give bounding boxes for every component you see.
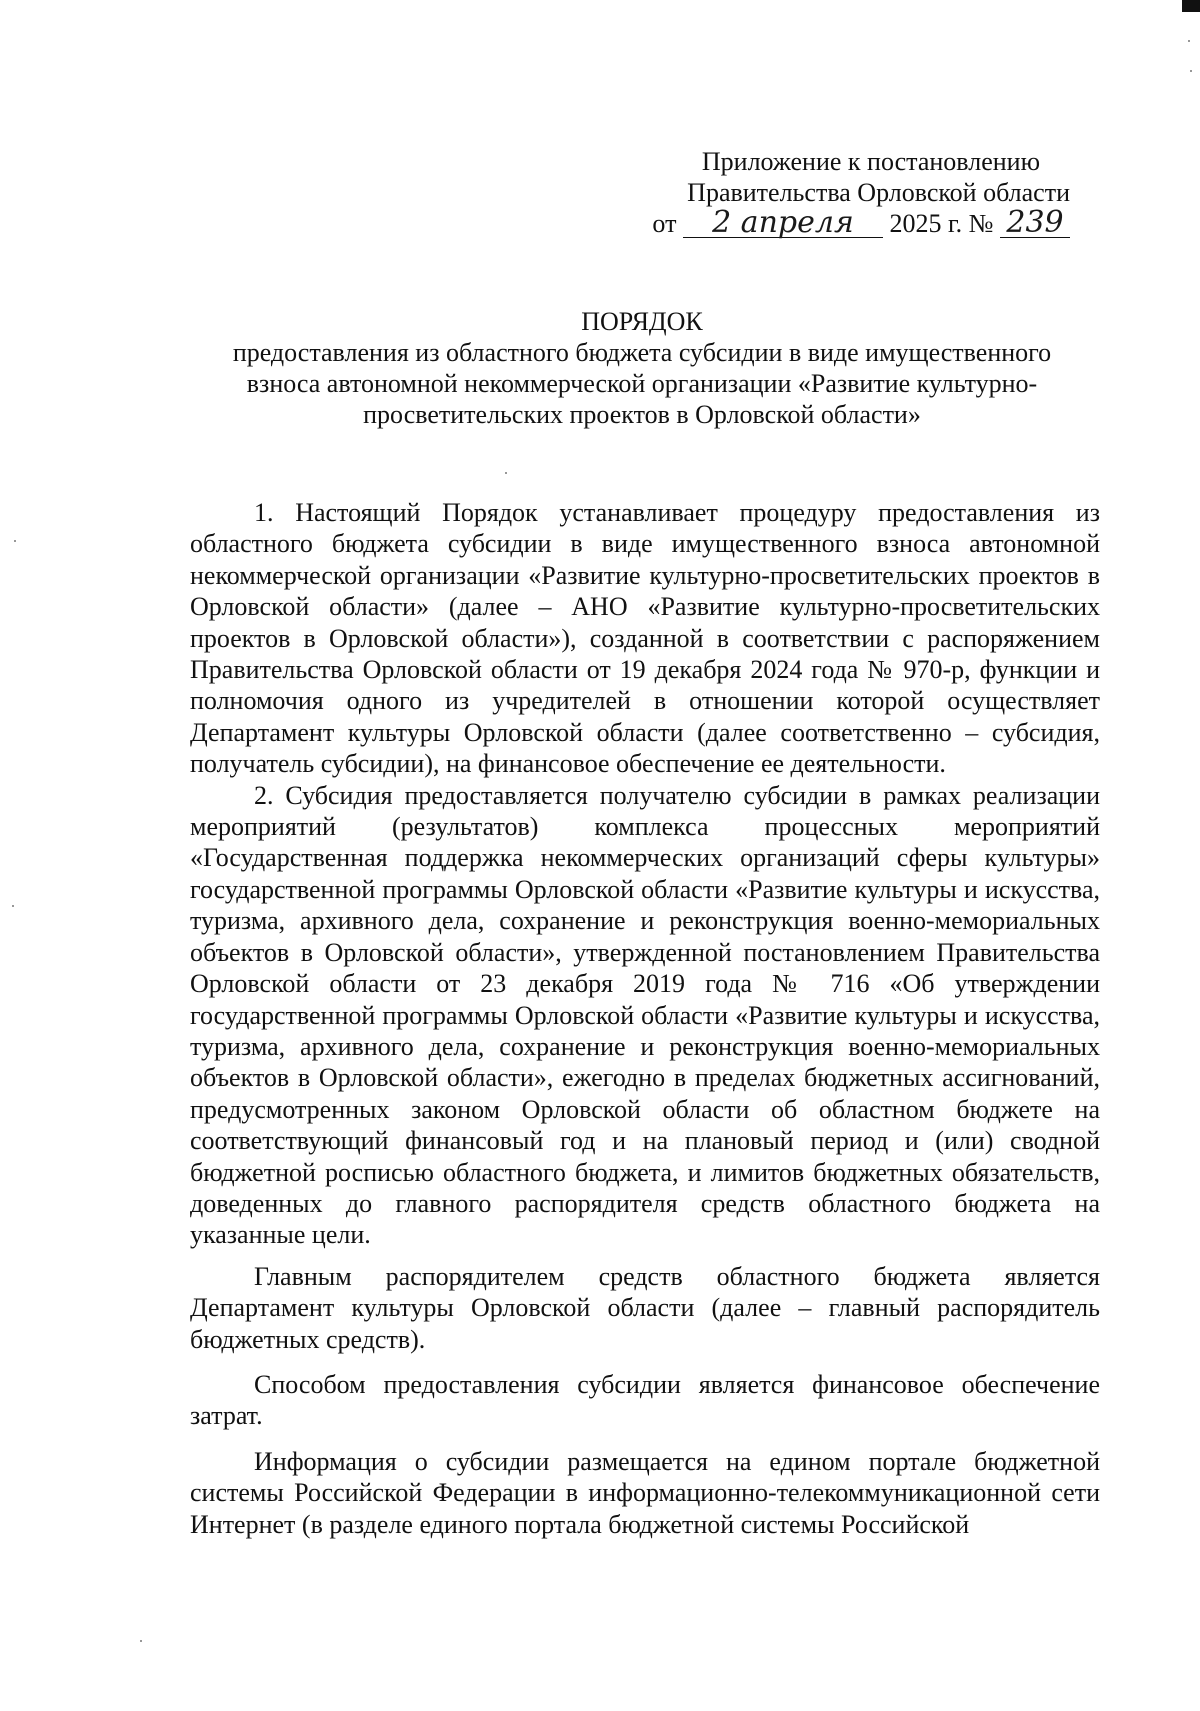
paragraph-main-administrator: Главным распорядителем средств областного бюджета является Департамент культуры Орловской области (далее – главный распорядитель бюджетных средств). [190,1261,1100,1354]
document-title [160,306,1124,430]
handwritten-date: 2 апреля [683,209,883,238]
appendix-line-1: Приложение к постановлению [701,147,1040,176]
title-heading: ПОРЯДОК [581,307,703,336]
scan-speck [505,472,507,474]
appendix-header [600,146,1070,239]
scan-corner-mark [1182,0,1200,12]
title-subtitle-line: взноса автономной некоммерческой организации «Развитие культурно- [246,369,1038,398]
paragraph-2: 2. Субсидия предоставляется получателю субсидии в рамках реализации мероприятий (результатов) комплекса процессных мероприятий «Государственная поддержка некоммерческих организаций сферы культуры» государственной программы Орловской области «Развитие культуры и искусства, туризма, архивного дела, сохранение и реконструкция военно-мемориальных объектов в Орловской области», утвержденной постановлением Правительства Орловской области от 23 декабря 2019 года № 716 «Об утверждении государственной программы Орловской области «Развитие культуры и искусства, туризма, архивного дела, сохранение и реконструкция военно-мемориальных объектов в Орловской области», ежегодно в пределах бюджетных ассигнований, предусмотренных законом Орловской области об областном бюджете на соответствующий финансовый год и на плановый период и (или) сводной бюджетной росписью областного бюджета, и лимитов бюджетных обязательств, доведенных до главного распорядителя средств областного бюджета на указанные цели. [190,780,1100,1250]
date-prefix: от [652,209,677,238]
document-body [190,497,1100,1540]
scan-speck [1188,40,1190,42]
paragraph-information: Информация о субсидии размещается на едином портале бюджетной системы Российской Федерации в информационно-телекоммуникационной сети Интернет (в разделе единого портала бюджетной системы Российской [190,1446,1100,1539]
appendix-date-line [600,205,1070,240]
year-text: 2025 г. № [889,209,994,238]
scan-speck [1190,70,1192,72]
scan-speck [14,540,16,542]
title-subtitle-line: предоставления из областного бюджета субсидии в виде имущественного [232,338,1052,367]
scan-speck [12,905,14,907]
scan-speck [140,1640,142,1642]
appendix-line-2: Правительства Орловской области [687,178,1070,207]
handwritten-number: 239 [1000,209,1070,238]
title-subtitle-line: просветительских проектов в Орловской области» [363,400,921,429]
paragraph-1: 1. Настоящий Порядок устанавливает процедуру предоставления из областного бюджета субсидии в виде имущественного взноса автономной некоммерческой организации «Развитие культурно-просветительских проектов в Орловской области» (далее – АНО «Развитие культурно-просветительских проектов в Орловской области»), созданной в соответствии с распоряжением Правительства Орловской области от 19 декабря 2024 года № 970-р, функции и полномочия одного из учредителей в отношении которой осуществляет Департамент культуры Орловской области (далее соответственно – субсидия, получатель субсидии), на финансовое обеспечение ее деятельности. [190,498,1100,779]
paragraph-method: Способом предоставления субсидии является финансовое обеспечение затрат. [190,1369,1100,1431]
